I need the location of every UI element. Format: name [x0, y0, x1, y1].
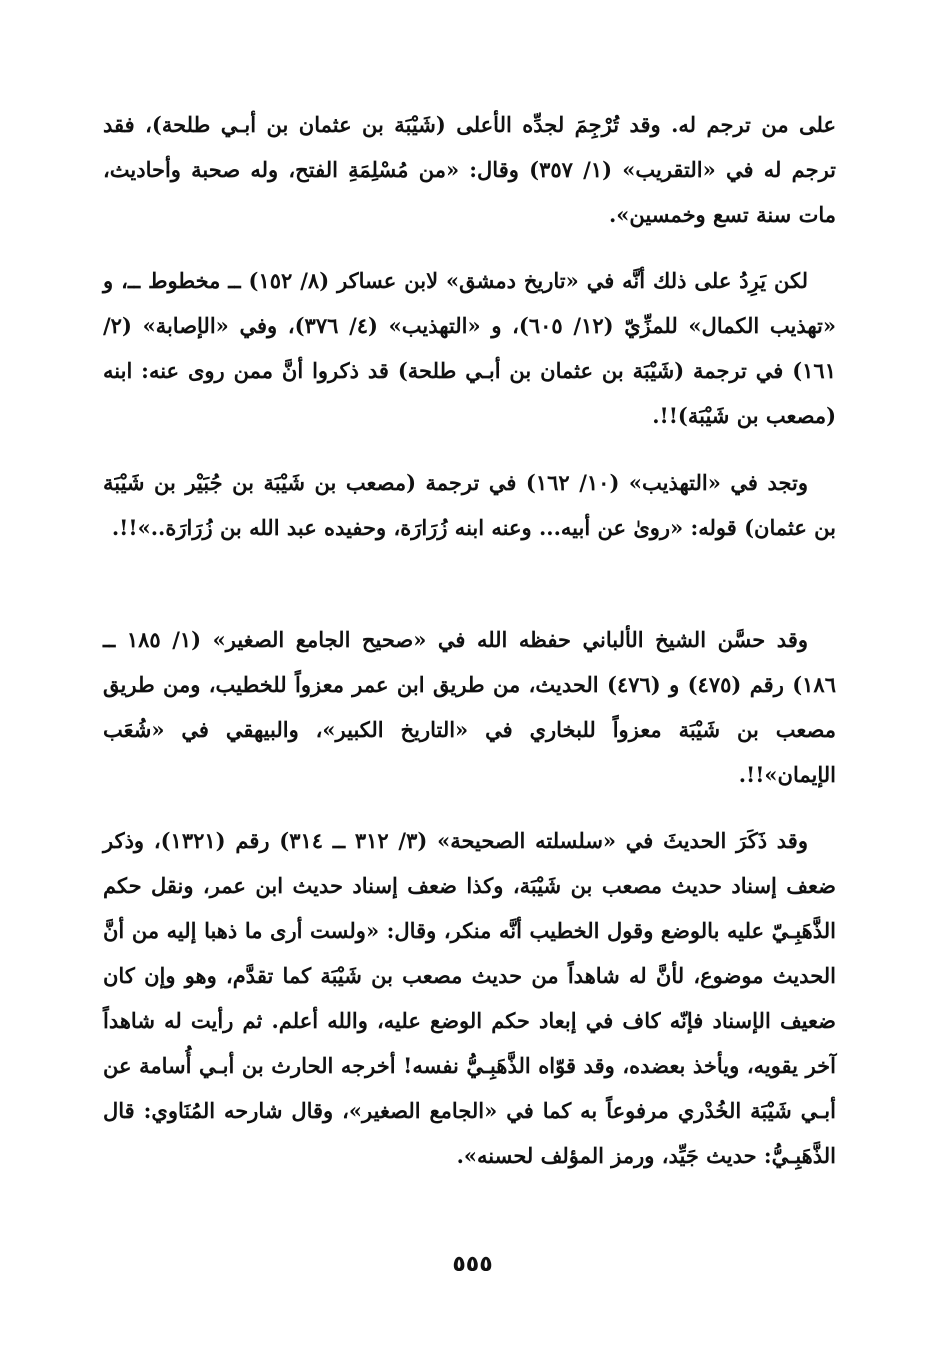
paragraph-2: لكن يَرِدُ على ذلك أنَّه في «تاريخ دمشق» لابن عساكر (٨/ ١٥٢) ــ مخطوط ــ، و «تهذيب الكمال» للمزِّيّ (١٢/ ٦٠٥)، و «التهذيب» (٤/ ٣٧٦)، وفي «الإصابة» (٢/ ١٦١) في ترجمة (شَيْبَة بن عثمان بن أبـي طلحة) قد ذكروا أنَّ ممن روى عنه: ابنه (مصعب بن شَيْبَة)!!. [103, 268, 837, 428]
paragraph-1: على من ترجم له. وقد تُرْجِمَ لجدِّه الأعلى (شَيْبَة بن عثمان بن أبـي طلحة)، فقد ترجم له في «التقريب» (١/ ٣٥٧) وقال: «من مُسْلِمَةِ الفتح، وله صحبة وأحاديث، مات سنة تسع وخمسين». [103, 112, 837, 227]
page-number: ٥٥٥ [452, 1252, 493, 1277]
paragraph-3: وتجد في «التهذيب» (١٠/ ١٦٢) في ترجمة (مصعب بن شَيْبَة بن جُبَيْر بن شَيْبَة بن عثمان) قوله: «روىٰ عن أبيه... وعنه ابنه زُرَارَة، وحفيده عبد الله بن زُرَارَة..»!!. [103, 470, 836, 540]
paragraph-4: وقد حسَّن الشيخ الألباني حفظه الله في «صحيح الجامع الصغير» (١/ ١٨٥ ــ ١٨٦) رقم (٤٧٥) و (٤٧٦) الحديث، من طريق ابن عمر معزواً للخطيب، ومن طريق مصعب بن شَيْبَة معزواً للبخاري في «التاريخ الكبير»، والبيهقي في «شُعَب الإيمان»!!. [103, 627, 836, 787]
paragraph-5: وقد ذَكَرَ الحديثَ في «سلسلته الصحيحة» (٣/ ٣١٢ ــ ٣١٤) رقم (١٣٢١)، وذكر ضعف إسناد حديث مصعب بن شَيْبَة، وكذا ضعف إسناد حديث ابن عمر، ونقل حكم الذَّهَبِـيّ عليه بالوضع وقول الخطيب أنَّه منكر، وقال: «ولست أرى ما ذهبا إليه من أنَّ الحديث موضوع، لأنَّ له شاهداً من حديث مصعب بن شَيْبَة كما تقدَّم، وهو وإن كان ضعيف الإسناد فإنّه كاف في إبعاد حكم الوضع عليه، والله أعلم. ثم رأيت له شاهداً آخر يقويه، ويأخذ بعضده، وقد قوّاه الذَّهَبِـيُّ نفسه! أخرجه الحارث بن أبـي أُسامة عن أبـي شَيْبَة الخُدْري مرفوعاً به كما في «الجامع الصغير»، وقال شارحه المُنَاوي: قال الذَّهَبِـيُّ: حديث جَيِّد، ورمز المؤلف لحسنه». [103, 828, 836, 1168]
